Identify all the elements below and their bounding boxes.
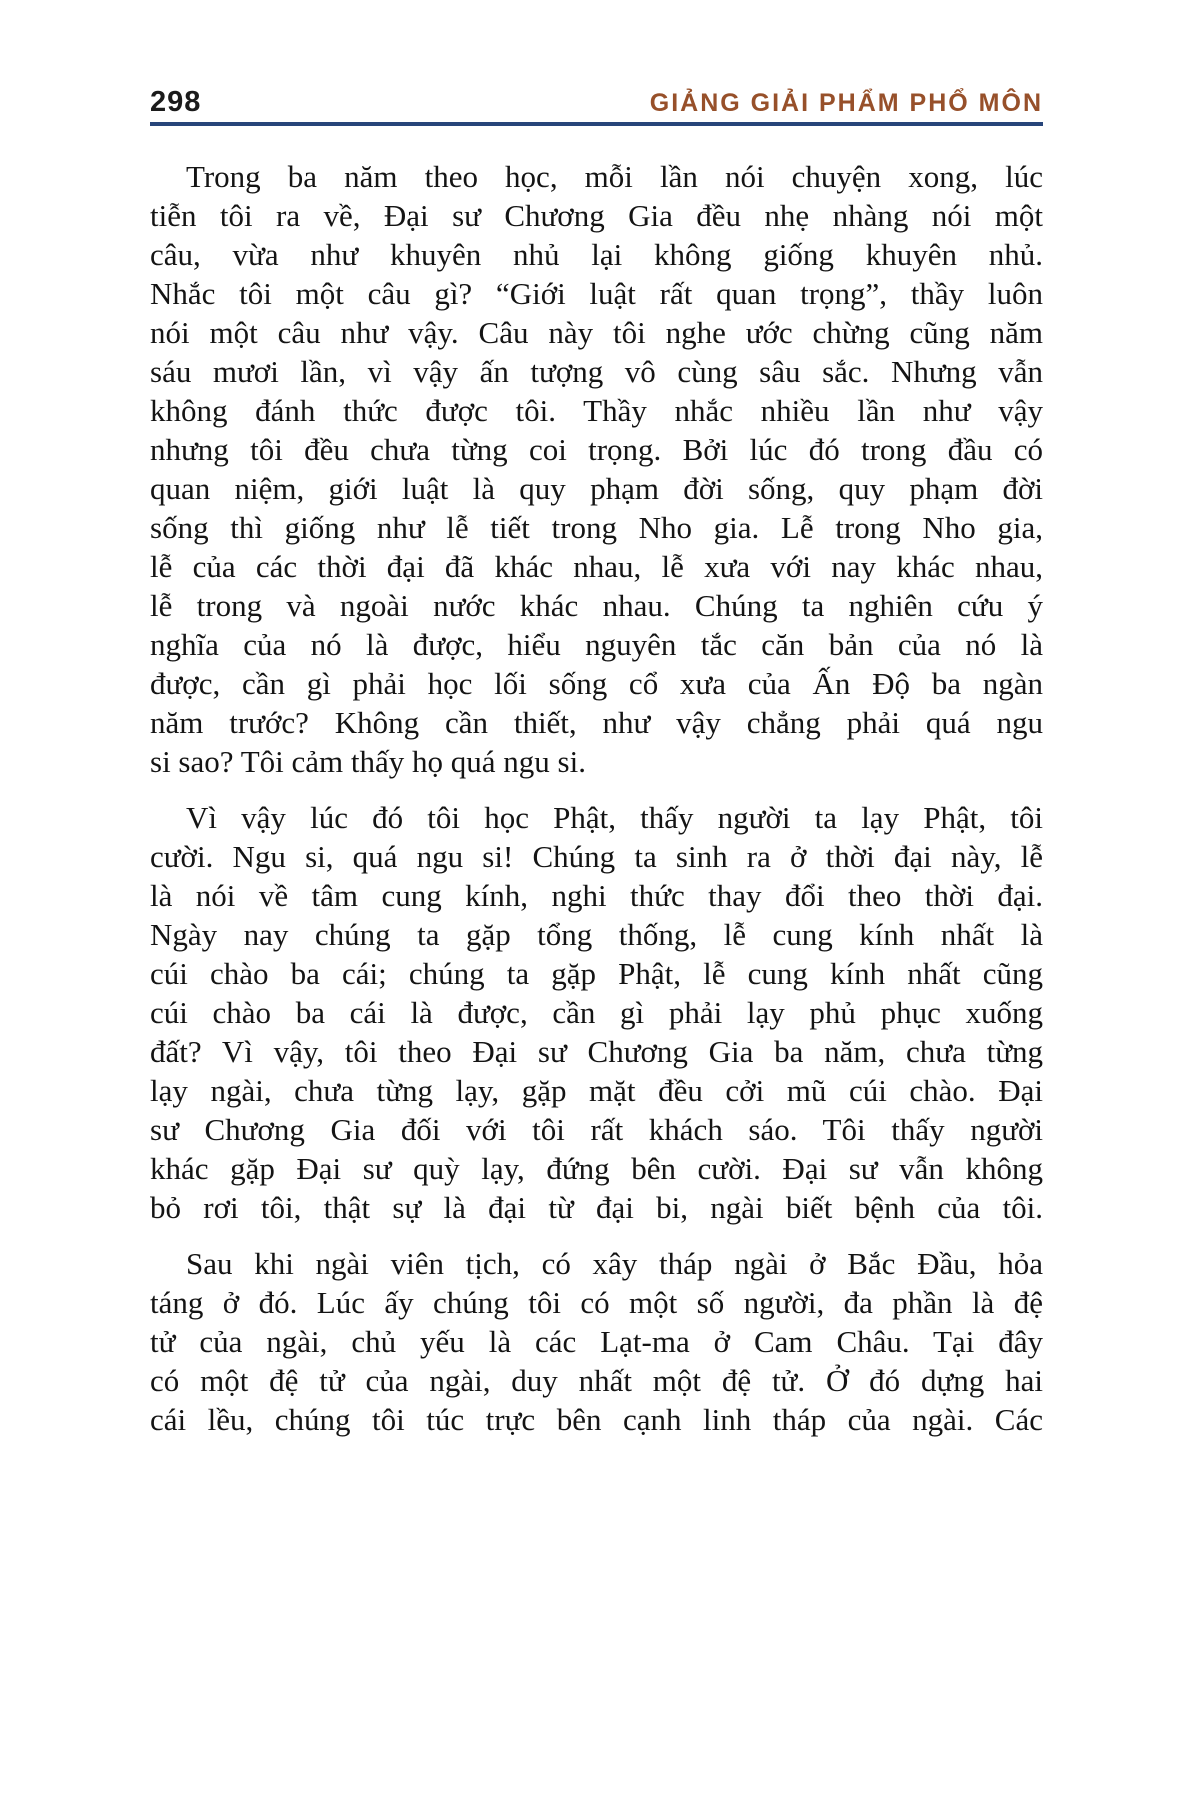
text-line: quan niệm, giới luật là quy phạm đời sống, quy phạm đời bbox=[150, 471, 1043, 506]
text-line: khác gặp Đại sư quỳ lạy, đứng bên cười. Đại sư vẫn không bbox=[150, 1151, 1043, 1186]
text-line: Nhắc tôi một câu gì? “Giới luật rất quan trọng”, thầy luôn bbox=[150, 276, 1043, 311]
text-line: Vì vậy lúc đó tôi học Phật, thấy người ta lạy Phật, tôi bbox=[186, 800, 1043, 835]
text-line: si sao? Tôi cảm thấy họ quá ngu si. bbox=[150, 744, 586, 779]
text-line: cúi chào ba cái; chúng ta gặp Phật, lễ cung kính nhất cũng bbox=[150, 956, 1043, 991]
text-line: cúi chào ba cái là được, cần gì phải lạy phủ phục xuống bbox=[150, 995, 1043, 1030]
page-number: 298 bbox=[150, 86, 202, 118]
paragraph bbox=[150, 157, 1043, 781]
text-line: lạy ngài, chưa từng lạy, gặp mặt đều cởi mũ cúi chào. Đại bbox=[150, 1073, 1043, 1108]
text-line: đất? Vì vậy, tôi theo Đại sư Chương Gia ba năm, chưa từng bbox=[150, 1034, 1043, 1069]
running-header-title: GIẢNG GIẢI PHẨM PHỔ MÔN bbox=[649, 89, 1043, 117]
text-line: có một đệ tử của ngài, duy nhất một đệ tử. Ở đó dựng hai bbox=[150, 1363, 1043, 1398]
text-line: không đánh thức được tôi. Thầy nhắc nhiều lần như vậy bbox=[150, 393, 1043, 428]
text-line: táng ở đó. Lúc ấy chúng tôi có một số người, đa phần là đệ bbox=[150, 1285, 1043, 1320]
text-line: sáu mươi lần, vì vậy ấn tượng vô cùng sâu sắc. Nhưng vẫn bbox=[150, 354, 1043, 389]
text-line: sư Chương Gia đối với tôi rất khách sáo. Tôi thấy người bbox=[150, 1112, 1043, 1147]
text-line: cười. Ngu si, quá ngu si! Chúng ta sinh ra ở thời đại này, lễ bbox=[150, 839, 1043, 874]
body-text bbox=[150, 157, 1043, 1456]
text-line: nghĩa của nó là được, hiểu nguyên tắc căn bản của nó là bbox=[150, 627, 1043, 662]
text-line: tử của ngài, chủ yếu là các Lạt-ma ở Cam Châu. Tại đây bbox=[150, 1324, 1043, 1359]
paragraph bbox=[150, 1244, 1043, 1439]
text-line: được, cần gì phải học lối sống cổ xưa của Ấn Độ ba ngàn bbox=[150, 666, 1043, 701]
header-rule bbox=[150, 122, 1043, 126]
text-line: lễ của các thời đại đã khác nhau, lễ xưa với nay khác nhau, bbox=[150, 549, 1043, 584]
text-line: nói một câu như vậy. Câu này tôi nghe ước chừng cũng năm bbox=[150, 315, 1043, 350]
text-line: nhưng tôi đều chưa từng coi trọng. Bởi lúc đó trong đầu có bbox=[150, 432, 1043, 467]
text-line: Ngày nay chúng ta gặp tổng thống, lễ cung kính nhất là bbox=[150, 917, 1043, 952]
text-line: bỏ rơi tôi, thật sự là đại từ đại bi, ngài biết bệnh của tôi. bbox=[150, 1190, 1043, 1225]
text-line: Trong ba năm theo học, mỗi lần nói chuyện xong, lúc bbox=[186, 159, 1043, 194]
text-line: là nói về tâm cung kính, nghi thức thay đổi theo thời đại. bbox=[150, 878, 1043, 913]
text-line: câu, vừa như khuyên nhủ lại không giống khuyên nhủ. bbox=[150, 237, 1043, 272]
text-line: Sau khi ngài viên tịch, có xây tháp ngài ở Bắc Đầu, hỏa bbox=[186, 1246, 1043, 1281]
text-line: năm trước? Không cần thiết, như vậy chẳng phải quá ngu bbox=[150, 705, 1043, 740]
text-line: sống thì giống như lễ tiết trong Nho gia. Lễ trong Nho gia, bbox=[150, 510, 1043, 545]
page-header bbox=[150, 86, 1043, 119]
text-line: tiễn tôi ra về, Đại sư Chương Gia đều nhẹ nhàng nói một bbox=[150, 198, 1043, 233]
paragraph bbox=[150, 798, 1043, 1227]
text-line: cái lều, chúng tôi túc trực bên cạnh linh tháp của ngài. Các bbox=[150, 1402, 1043, 1437]
text-line: lễ trong và ngoài nước khác nhau. Chúng ta nghiên cứu ý bbox=[150, 588, 1043, 623]
